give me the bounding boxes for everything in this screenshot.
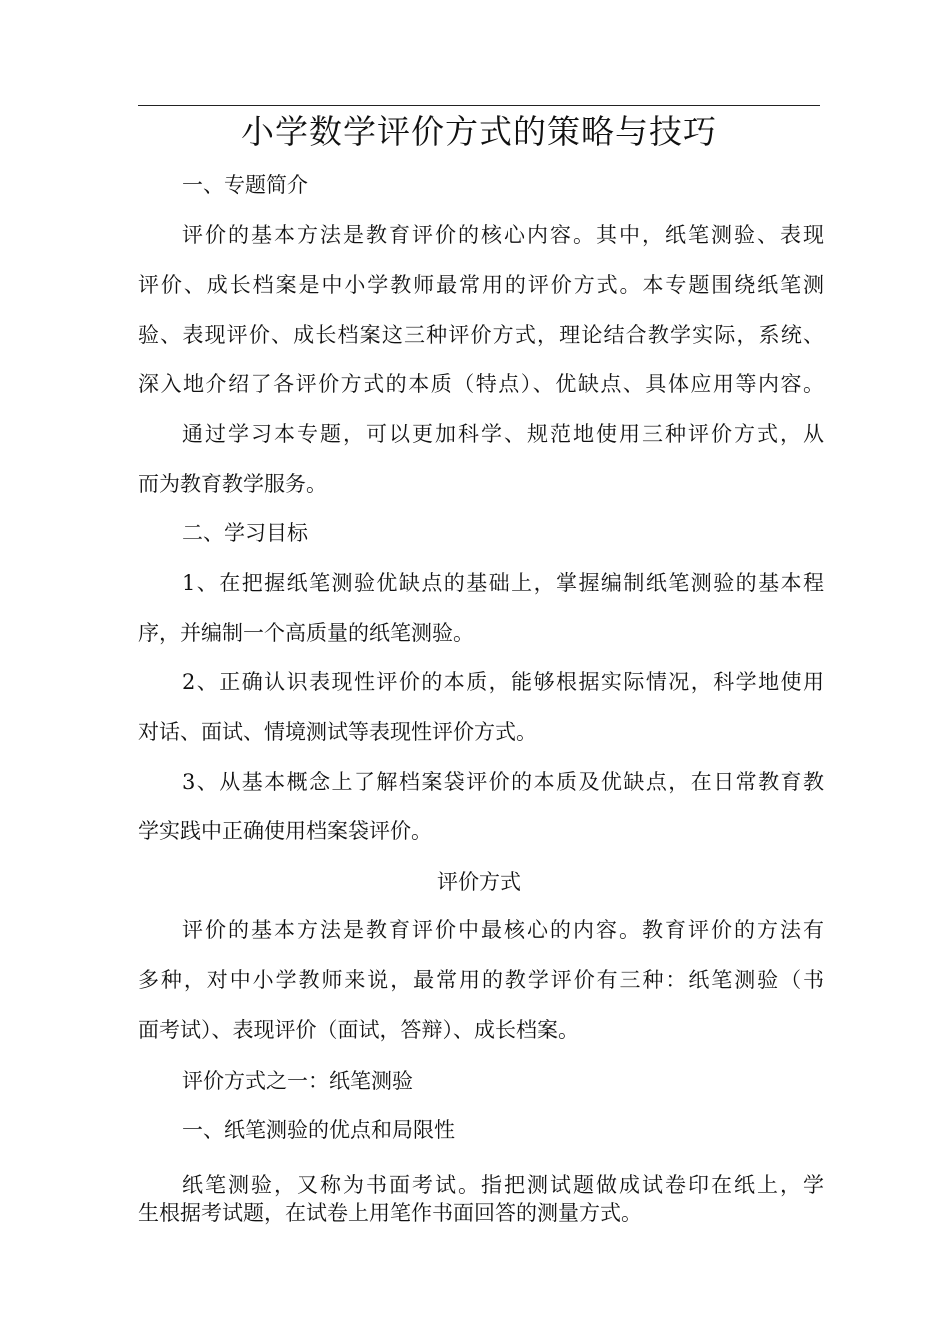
goal-item-2-cont: 对话、面试、情境测试等表现性评价方式。 xyxy=(138,720,537,744)
goal-item-1: 1、在把握纸笔测验优缺点的基础上，掌握编制纸笔测验的基本程 xyxy=(182,571,824,595)
goal-item-3-cont: 学实践中正确使用档案袋评价。 xyxy=(138,819,432,843)
paragraph-line: 验、表现评价、成长档案这三种评价方式，理论结合教学实际，系统、 xyxy=(138,323,824,347)
paragraph-line: 面考试）、表现评价（面试，答辩）、成长档案。 xyxy=(138,1018,579,1042)
paragraph-line: 通过学习本专题，可以更加科学、规范地使用三种评价方式，从 xyxy=(182,422,824,446)
paragraph-line: 深入地介绍了各评价方式的本质（特点）、优缺点、具体应用等内容。 xyxy=(138,372,824,396)
goal-item-2: 2、正确认识表现性评价的本质，能够根据实际情况，科学地使用 xyxy=(182,670,824,694)
goal-item-3: 3、从基本概念上了解档案袋评价的本质及优缺点，在日常教育教 xyxy=(182,770,824,794)
paragraph-line: 评价的基本方法是教育评价中最核心的内容。教育评价的方法有 xyxy=(182,918,824,942)
document-title: 小学数学评价方式的策略与技巧 xyxy=(241,112,717,151)
subsection-heading-paper-test: 评价方式之一：纸笔测验 xyxy=(182,1069,413,1093)
paragraph-line: 而为教育教学服务。 xyxy=(138,472,327,496)
paragraph-line: 评价、成长档案是中小学教师最常用的评价方式。本专题围绕纸笔测 xyxy=(138,273,824,297)
section-heading-goals: 二、学习目标 xyxy=(182,521,308,545)
section-heading-intro: 一、专题简介 xyxy=(182,173,308,197)
paragraph-line: 生根据考试题，在试卷上用笔作书面回答的测量方式。 xyxy=(138,1201,642,1225)
header-rule xyxy=(138,105,820,106)
section-heading-methods: 评价方式 xyxy=(437,870,521,894)
paragraph-line: 多种，对中小学教师来说，最常用的教学评价有三种：纸笔测验（书 xyxy=(138,968,824,992)
subsection-heading-pros-cons: 一、纸笔测验的优点和局限性 xyxy=(182,1118,455,1142)
paragraph-line: 评价的基本方法是教育评价的核心内容。其中，纸笔测验、表现 xyxy=(182,223,824,247)
goal-item-1-cont: 序，并编制一个高质量的纸笔测验。 xyxy=(138,621,474,645)
paragraph-line: 纸笔测验，又称为书面考试。指把测试题做成试卷印在纸上，学 xyxy=(182,1173,824,1197)
